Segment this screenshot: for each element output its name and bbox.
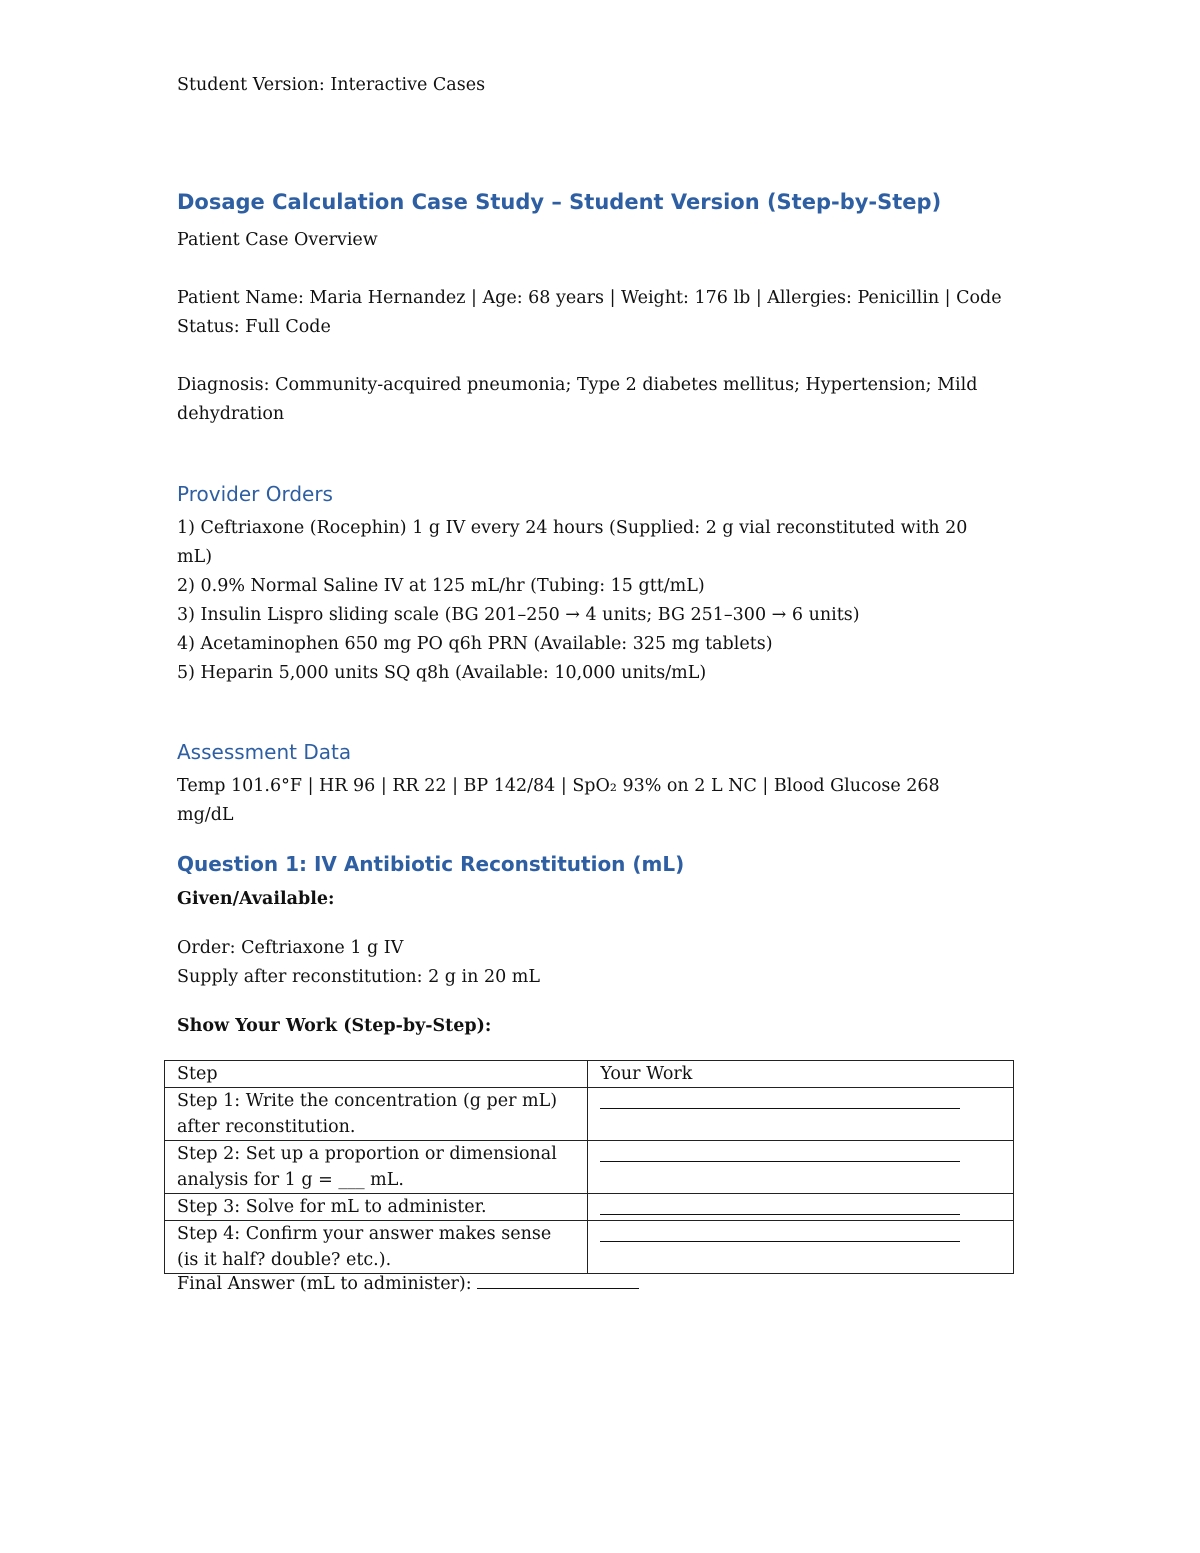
final-answer-blank[interactable] — [477, 1270, 639, 1289]
order-line: 4) Acetaminophen 650 mg PO q6h PRN (Available: 325 mg tablets) — [177, 634, 773, 654]
table-row — [165, 1141, 1014, 1194]
step-text-line: Step 1: Write the concentration (g per mL) — [177, 1091, 558, 1111]
answer-blank-line[interactable] — [600, 1141, 960, 1162]
patient-info-line-2: Status: Full Code — [177, 317, 331, 337]
answer-blank-line[interactable] — [600, 1088, 960, 1109]
step-cell — [165, 1141, 588, 1194]
table-row — [165, 1221, 1014, 1274]
step-text-line: after reconstitution. — [177, 1117, 356, 1137]
work-cell[interactable] — [588, 1141, 1014, 1194]
column-header-your-work: Your Work — [588, 1061, 1014, 1088]
patient-info-line-1: Patient Name: Maria Hernandez | Age: 68 years | Weight: 176 lb | Allergies: Penicillin | Code — [177, 288, 1002, 308]
running-header: Student Version: Interactive Cases — [177, 75, 486, 95]
show-work-label: Show Your Work (Step-by-Step): — [177, 1016, 492, 1036]
step-cell — [165, 1088, 588, 1141]
final-answer-label: Final Answer (mL to administer): — [177, 1274, 472, 1294]
order-line: 2) 0.9% Normal Saline IV at 125 mL/hr (Tubing: 15 gtt/mL) — [177, 576, 705, 596]
overview-label: Patient Case Overview — [177, 230, 378, 250]
table-header-row — [165, 1061, 1014, 1088]
order-line: mL) — [177, 547, 213, 567]
order-line: 3) Insulin Lispro sliding scale (BG 201–250 → 4 units; BG 251–300 → 6 units) — [177, 605, 860, 625]
step-text-line: analysis for 1 g = ___ mL. — [177, 1170, 404, 1190]
step-text-line: (is it half? double? etc.). — [177, 1250, 392, 1270]
step-text-line: Step 2: Set up a proportion or dimensional — [177, 1144, 557, 1164]
work-cell[interactable] — [588, 1088, 1014, 1141]
assessment-line-2: mg/dL — [177, 805, 234, 825]
table-row — [165, 1088, 1014, 1141]
step-text-line: Step 4: Confirm your answer makes sense — [177, 1224, 552, 1244]
final-answer-line — [177, 1270, 639, 1297]
provider-orders-heading: Provider Orders — [177, 482, 333, 506]
document-title: Dosage Calculation Case Study – Student Version (Step-by-Step) — [177, 190, 942, 214]
work-cell[interactable] — [588, 1221, 1014, 1274]
order-detail-line: Order: Ceftriaxone 1 g IV — [177, 938, 404, 958]
step-cell — [165, 1221, 588, 1274]
table-row — [165, 1194, 1014, 1221]
answer-blank-line[interactable] — [600, 1194, 960, 1215]
question-1-heading: Question 1: IV Antibiotic Reconstitution (mL) — [177, 852, 685, 876]
order-line: 5) Heparin 5,000 units SQ q8h (Available: 10,000 units/mL) — [177, 663, 707, 683]
given-available-label: Given/Available: — [177, 889, 335, 909]
supply-detail-line: Supply after reconstitution: 2 g in 20 mL — [177, 967, 541, 987]
step-cell — [165, 1194, 588, 1221]
step-text-line: Step 3: Solve for mL to administer. — [177, 1197, 487, 1217]
work-table — [164, 1060, 1014, 1274]
assessment-line-1: Temp 101.6°F | HR 96 | RR 22 | BP 142/84 | SpO₂ 93% on 2 L NC | Blood Glucose 268 — [177, 776, 940, 796]
diagnosis-line-1: Diagnosis: Community-acquired pneumonia; Type 2 diabetes mellitus; Hypertension; Mild — [177, 375, 978, 395]
answer-blank-line[interactable] — [600, 1221, 960, 1242]
diagnosis-line-2: dehydration — [177, 404, 285, 424]
assessment-heading: Assessment Data — [177, 740, 352, 764]
column-header-step: Step — [165, 1061, 588, 1088]
work-cell[interactable] — [588, 1194, 1014, 1221]
order-line: 1) Ceftriaxone (Rocephin) 1 g IV every 24 hours (Supplied: 2 g vial reconstituted with 20 — [177, 518, 968, 538]
